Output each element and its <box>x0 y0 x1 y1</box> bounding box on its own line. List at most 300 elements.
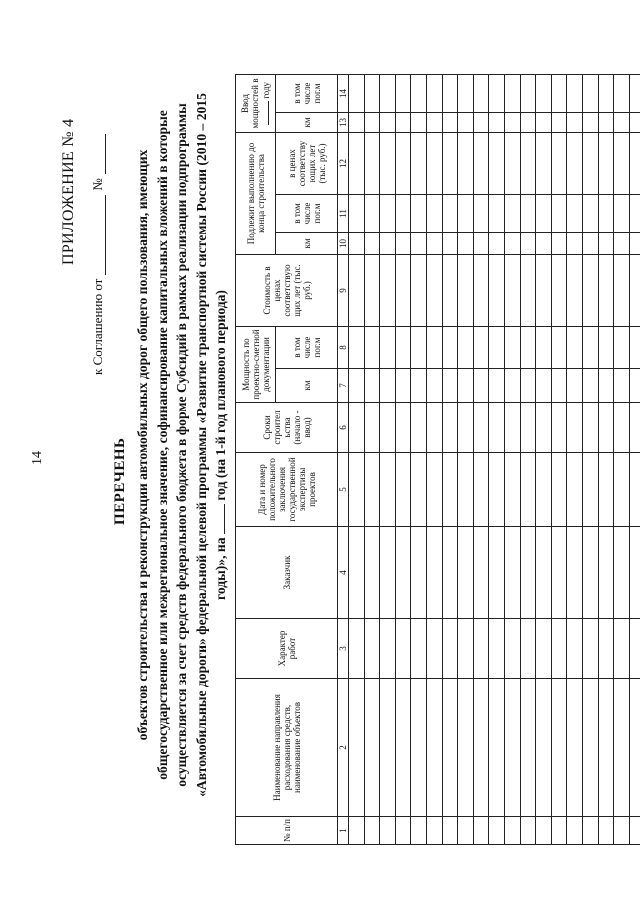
table-cell[interactable] <box>614 233 630 255</box>
table-cell[interactable] <box>614 75 630 113</box>
table-cell[interactable] <box>551 369 567 403</box>
table-cell[interactable] <box>380 453 396 527</box>
column-number-cell: 11 <box>338 195 349 233</box>
table-cell[interactable] <box>629 679 640 817</box>
table-cell[interactable] <box>629 233 640 255</box>
table-cell[interactable] <box>567 327 583 369</box>
table-cell[interactable] <box>567 133 583 195</box>
table-cell[interactable] <box>426 133 442 195</box>
table-cell[interactable] <box>536 619 552 679</box>
table-cell[interactable] <box>426 403 442 453</box>
table-cell[interactable] <box>551 195 567 233</box>
table-cell[interactable] <box>395 527 411 619</box>
table-cell[interactable] <box>442 817 458 845</box>
table-cell[interactable] <box>411 327 427 369</box>
table-cell[interactable] <box>426 195 442 233</box>
table-cell[interactable] <box>458 255 474 327</box>
table-cell[interactable] <box>458 233 474 255</box>
table-cell[interactable] <box>504 133 520 195</box>
table-cell[interactable] <box>473 113 489 133</box>
table-cell[interactable] <box>364 327 380 369</box>
table-cell[interactable] <box>349 679 365 817</box>
table-cell[interactable] <box>349 817 365 845</box>
table-cell[interactable] <box>598 369 614 403</box>
table-cell[interactable] <box>551 679 567 817</box>
table-row <box>614 75 630 845</box>
table-cell[interactable] <box>349 195 365 233</box>
table-cell[interactable] <box>411 679 427 817</box>
table-cell[interactable] <box>395 113 411 133</box>
table-cell[interactable] <box>598 113 614 133</box>
table-cell[interactable] <box>473 195 489 233</box>
table-cell[interactable] <box>380 369 396 403</box>
table-cell[interactable] <box>520 133 536 195</box>
table-cell[interactable] <box>426 327 442 369</box>
table-cell[interactable] <box>598 619 614 679</box>
table-cell[interactable] <box>426 527 442 619</box>
table-cell[interactable] <box>536 817 552 845</box>
table-cell[interactable] <box>458 113 474 133</box>
table-cell[interactable] <box>489 403 505 453</box>
column-number-cell: 10 <box>338 233 349 255</box>
table-cell[interactable] <box>411 255 427 327</box>
table-cell[interactable] <box>395 619 411 679</box>
table-cell[interactable] <box>489 619 505 679</box>
table-cell[interactable] <box>395 369 411 403</box>
table-cell[interactable] <box>504 817 520 845</box>
table-cell[interactable] <box>598 403 614 453</box>
table-cell[interactable] <box>442 679 458 817</box>
table-cell[interactable] <box>629 369 640 403</box>
table-cell[interactable] <box>536 327 552 369</box>
table-cell[interactable] <box>504 113 520 133</box>
table-cell[interactable] <box>536 133 552 195</box>
table-cell[interactable] <box>489 255 505 327</box>
table-cell[interactable] <box>411 133 427 195</box>
table-cell[interactable] <box>582 403 598 453</box>
table-cell[interactable] <box>380 255 396 327</box>
table-cell[interactable] <box>349 619 365 679</box>
table-cell[interactable] <box>411 619 427 679</box>
table-cell[interactable] <box>614 195 630 233</box>
table-cell[interactable] <box>458 327 474 369</box>
table-cell[interactable] <box>567 619 583 679</box>
table-cell[interactable] <box>520 453 536 527</box>
table-cell[interactable] <box>489 195 505 233</box>
subtitle-line-5-end: год (на 1-й год планового периода) <box>213 290 229 501</box>
table-cell[interactable] <box>504 453 520 527</box>
table-cell[interactable] <box>473 255 489 327</box>
table-cell[interactable] <box>551 453 567 527</box>
table-cell[interactable] <box>442 619 458 679</box>
table-cell[interactable] <box>442 75 458 113</box>
table-cell[interactable] <box>629 113 640 133</box>
table-cell[interactable] <box>536 527 552 619</box>
table-cell[interactable] <box>411 817 427 845</box>
table-cell[interactable] <box>395 233 411 255</box>
table-cell[interactable] <box>536 453 552 527</box>
table-cell[interactable] <box>520 255 536 327</box>
table-cell[interactable] <box>598 327 614 369</box>
table-cell[interactable] <box>536 75 552 113</box>
table-cell[interactable] <box>629 527 640 619</box>
table-cell[interactable] <box>411 369 427 403</box>
table-cell[interactable] <box>364 527 380 619</box>
table-cell[interactable] <box>442 195 458 233</box>
column-number-cell: 3 <box>338 619 349 679</box>
table-cell[interactable] <box>426 233 442 255</box>
table-cell[interactable] <box>551 133 567 195</box>
table-cell[interactable] <box>614 679 630 817</box>
table-cell[interactable] <box>364 195 380 233</box>
table-cell[interactable] <box>489 133 505 195</box>
table-cell[interactable] <box>551 403 567 453</box>
table-cell[interactable] <box>349 327 365 369</box>
table-row <box>536 75 552 845</box>
table-cell[interactable] <box>629 817 640 845</box>
table-cell[interactable] <box>380 679 396 817</box>
table-cell[interactable] <box>426 75 442 113</box>
table-cell[interactable] <box>442 369 458 403</box>
table-cell[interactable] <box>473 817 489 845</box>
table-cell[interactable] <box>629 619 640 679</box>
table-cell[interactable] <box>504 233 520 255</box>
table-cell[interactable] <box>520 233 536 255</box>
table-cell[interactable] <box>489 75 505 113</box>
table-cell[interactable] <box>551 75 567 113</box>
table-cell[interactable] <box>426 679 442 817</box>
table-cell[interactable] <box>582 327 598 369</box>
table-cell[interactable] <box>504 75 520 113</box>
table-cell[interactable] <box>489 113 505 133</box>
table-cell[interactable] <box>520 195 536 233</box>
table-cell[interactable] <box>504 369 520 403</box>
table-cell[interactable] <box>582 255 598 327</box>
header-km: км <box>276 369 338 403</box>
header-customer: Заказчик <box>236 527 338 619</box>
table-cell[interactable] <box>473 327 489 369</box>
table-cell[interactable] <box>380 327 396 369</box>
table-cell[interactable] <box>504 679 520 817</box>
header-work-type: Характер работ <box>236 619 338 679</box>
table-cell[interactable] <box>504 403 520 453</box>
table-cell[interactable] <box>598 255 614 327</box>
table-cell[interactable] <box>520 403 536 453</box>
subtitle-line-3: осуществляется за счет средств федерального бюджета в форме Субсидий в рамках реализации подпрограммы <box>174 103 190 787</box>
table-cell[interactable] <box>614 453 630 527</box>
header-incl-m: в том числе пог.м <box>276 75 338 113</box>
table-cell[interactable] <box>364 75 380 113</box>
table-cell[interactable] <box>489 453 505 527</box>
table-cell[interactable] <box>629 453 640 527</box>
table-cell[interactable] <box>458 403 474 453</box>
table-cell[interactable] <box>551 113 567 133</box>
table-cell[interactable] <box>364 817 380 845</box>
table-cell[interactable] <box>473 453 489 527</box>
table-cell[interactable] <box>411 75 427 113</box>
table-cell[interactable] <box>458 75 474 113</box>
table-cell[interactable] <box>598 679 614 817</box>
table-cell[interactable] <box>598 133 614 195</box>
table-cell[interactable] <box>395 133 411 195</box>
table-cell[interactable] <box>536 255 552 327</box>
table-cell[interactable] <box>364 233 380 255</box>
table-cell[interactable] <box>536 679 552 817</box>
table-cell[interactable] <box>598 817 614 845</box>
table-cell[interactable] <box>614 403 630 453</box>
table-cell[interactable] <box>551 233 567 255</box>
table-cell[interactable] <box>520 327 536 369</box>
table-cell[interactable] <box>504 527 520 619</box>
table-row <box>380 75 396 845</box>
table-cell[interactable] <box>442 233 458 255</box>
table-cell[interactable] <box>520 679 536 817</box>
table-cell[interactable] <box>582 113 598 133</box>
table-cell[interactable] <box>395 255 411 327</box>
table-cell[interactable] <box>582 817 598 845</box>
objects-table <box>235 74 640 845</box>
table-cell[interactable] <box>567 75 583 113</box>
table-cell[interactable] <box>473 369 489 403</box>
table-cell[interactable] <box>411 113 427 133</box>
table-cell[interactable] <box>614 619 630 679</box>
table-cell[interactable] <box>598 527 614 619</box>
subtitle-line-1: объектов строительства и реконструкции автомобильных дорог общего пользования, имеющих <box>135 149 150 741</box>
table-cell[interactable] <box>504 327 520 369</box>
subtitle-line-5-start: годы)», на <box>213 537 229 600</box>
table-cell[interactable] <box>364 403 380 453</box>
table-cell[interactable] <box>458 195 474 233</box>
table-cell[interactable] <box>349 453 365 527</box>
table-cell[interactable] <box>380 619 396 679</box>
table-cell[interactable] <box>567 233 583 255</box>
table-cell[interactable] <box>629 133 640 195</box>
table-cell[interactable] <box>426 619 442 679</box>
table-cell[interactable] <box>395 327 411 369</box>
table-cell[interactable] <box>364 453 380 527</box>
table-cell[interactable] <box>629 255 640 327</box>
table-cell[interactable] <box>458 679 474 817</box>
table-cell[interactable] <box>598 195 614 233</box>
table-cell[interactable] <box>349 113 365 133</box>
header-km: км <box>276 233 338 255</box>
table-cell[interactable] <box>349 75 365 113</box>
table-cell[interactable] <box>520 817 536 845</box>
table-cell[interactable] <box>629 403 640 453</box>
table-cell[interactable] <box>442 403 458 453</box>
table-cell[interactable] <box>364 255 380 327</box>
table-cell[interactable] <box>442 255 458 327</box>
table-cell[interactable] <box>536 403 552 453</box>
table-cell[interactable] <box>614 327 630 369</box>
table-cell[interactable] <box>349 369 365 403</box>
table-cell[interactable] <box>614 113 630 133</box>
table-cell[interactable] <box>536 369 552 403</box>
table-cell[interactable] <box>489 369 505 403</box>
table-cell[interactable] <box>426 369 442 403</box>
table-cell[interactable] <box>551 817 567 845</box>
table-cell[interactable] <box>395 679 411 817</box>
table-cell[interactable] <box>489 817 505 845</box>
table-cell[interactable] <box>567 255 583 327</box>
table-cell[interactable] <box>380 113 396 133</box>
table-cell[interactable] <box>520 369 536 403</box>
table-cell[interactable] <box>349 233 365 255</box>
table-cell[interactable] <box>380 133 396 195</box>
table-cell[interactable] <box>582 195 598 233</box>
table-cell[interactable] <box>411 233 427 255</box>
table-cell[interactable] <box>442 453 458 527</box>
table-cell[interactable] <box>458 453 474 527</box>
table-cell[interactable] <box>567 113 583 133</box>
table-cell[interactable] <box>536 233 552 255</box>
table-row <box>364 75 380 845</box>
table-cell[interactable] <box>458 133 474 195</box>
table-cell[interactable] <box>520 527 536 619</box>
table-cell[interactable] <box>364 679 380 817</box>
table-cell[interactable] <box>598 233 614 255</box>
table-cell[interactable] <box>458 527 474 619</box>
table-cell[interactable] <box>380 817 396 845</box>
table-cell[interactable] <box>473 679 489 817</box>
table-cell[interactable] <box>426 817 442 845</box>
table-row <box>582 75 598 845</box>
header-commissioning-group: Ввод мощностей в году <box>236 75 276 133</box>
table-cell[interactable] <box>582 453 598 527</box>
table-cell[interactable] <box>520 619 536 679</box>
table-cell[interactable] <box>536 195 552 233</box>
table-cell[interactable] <box>473 619 489 679</box>
table-cell[interactable] <box>614 527 630 619</box>
table-row <box>395 75 411 845</box>
table-cell[interactable] <box>629 195 640 233</box>
table-cell[interactable] <box>582 233 598 255</box>
table-cell[interactable] <box>582 527 598 619</box>
table-cell[interactable] <box>614 369 630 403</box>
table-cell[interactable] <box>442 327 458 369</box>
table-cell[interactable] <box>380 527 396 619</box>
table-cell[interactable] <box>473 133 489 195</box>
table-cell[interactable] <box>551 255 567 327</box>
table-cell[interactable] <box>473 527 489 619</box>
table-cell[interactable] <box>411 527 427 619</box>
table-cell[interactable] <box>395 453 411 527</box>
table-cell[interactable] <box>629 327 640 369</box>
table-cell[interactable] <box>380 403 396 453</box>
table-cell[interactable] <box>458 817 474 845</box>
table-cell[interactable] <box>598 75 614 113</box>
table-cell[interactable] <box>582 369 598 403</box>
column-number-cell: 8 <box>338 327 349 369</box>
table-cell[interactable] <box>380 195 396 233</box>
table-cell[interactable] <box>395 403 411 453</box>
table-cell[interactable] <box>567 817 583 845</box>
table-cell[interactable] <box>349 255 365 327</box>
table-cell[interactable] <box>442 133 458 195</box>
table-cell[interactable] <box>395 817 411 845</box>
table-cell[interactable] <box>380 75 396 113</box>
table-cell[interactable] <box>364 369 380 403</box>
table-cell[interactable] <box>536 113 552 133</box>
table-cell[interactable] <box>349 133 365 195</box>
table-cell[interactable] <box>489 679 505 817</box>
table-row <box>442 75 458 845</box>
table-cell[interactable] <box>567 679 583 817</box>
table-cell[interactable] <box>364 133 380 195</box>
table-cell[interactable] <box>364 113 380 133</box>
table-cell[interactable] <box>426 255 442 327</box>
table-cell[interactable] <box>458 619 474 679</box>
table-cell[interactable] <box>473 75 489 113</box>
column-number-cell: 6 <box>338 403 349 453</box>
table-cell[interactable] <box>411 453 427 527</box>
table-cell[interactable] <box>567 453 583 527</box>
table-cell[interactable] <box>489 327 505 369</box>
table-cell[interactable] <box>614 133 630 195</box>
table-cell[interactable] <box>629 75 640 113</box>
page-number: 14 <box>30 451 45 465</box>
table-cell[interactable] <box>614 255 630 327</box>
header-number: № п/п <box>236 817 338 845</box>
table-cell[interactable] <box>349 527 365 619</box>
subtitle-line-2: общегосударственное или межрегиональное значение, софинансирование капитальных вложений в которые <box>154 110 170 780</box>
table-cell[interactable] <box>582 679 598 817</box>
table-cell[interactable] <box>582 75 598 113</box>
table-cell[interactable] <box>395 75 411 113</box>
table-cell[interactable] <box>567 195 583 233</box>
table-cell[interactable] <box>582 133 598 195</box>
header-km: км <box>276 113 338 133</box>
table-cell[interactable] <box>567 527 583 619</box>
table-row <box>551 75 567 845</box>
table-cell[interactable] <box>551 327 567 369</box>
table-cell[interactable] <box>551 619 567 679</box>
table-row <box>489 75 505 845</box>
table-cell[interactable] <box>411 195 427 233</box>
table-cell[interactable] <box>598 453 614 527</box>
table-cell[interactable] <box>489 527 505 619</box>
table-cell[interactable] <box>551 527 567 619</box>
column-number-cell: 7 <box>338 369 349 403</box>
table-cell[interactable] <box>411 403 427 453</box>
table-cell[interactable] <box>473 233 489 255</box>
table-body <box>349 75 640 845</box>
header-to-complete-group: Подлежит выполнению до конца строительства <box>236 133 276 255</box>
table-cell[interactable] <box>426 453 442 527</box>
table-cell[interactable] <box>520 113 536 133</box>
appendix-label: ПРИЛОЖЕНИЕ № 4 <box>60 118 77 265</box>
table-cell[interactable] <box>473 403 489 453</box>
table-cell[interactable] <box>582 619 598 679</box>
table-cell[interactable] <box>364 619 380 679</box>
table-cell[interactable] <box>567 369 583 403</box>
table-cell[interactable] <box>395 195 411 233</box>
table-cell[interactable] <box>458 369 474 403</box>
table-cell[interactable] <box>426 113 442 133</box>
table-cell[interactable] <box>520 75 536 113</box>
table-cell[interactable] <box>614 817 630 845</box>
table-cell[interactable] <box>504 619 520 679</box>
table-cell[interactable] <box>504 195 520 233</box>
table-cell[interactable] <box>442 113 458 133</box>
table-cell[interactable] <box>380 233 396 255</box>
table-cell[interactable] <box>489 233 505 255</box>
table-cell[interactable] <box>567 403 583 453</box>
table-cell[interactable] <box>442 527 458 619</box>
table-cell[interactable] <box>504 255 520 327</box>
column-number-cell: 5 <box>338 453 349 527</box>
table-cell[interactable] <box>349 403 365 453</box>
